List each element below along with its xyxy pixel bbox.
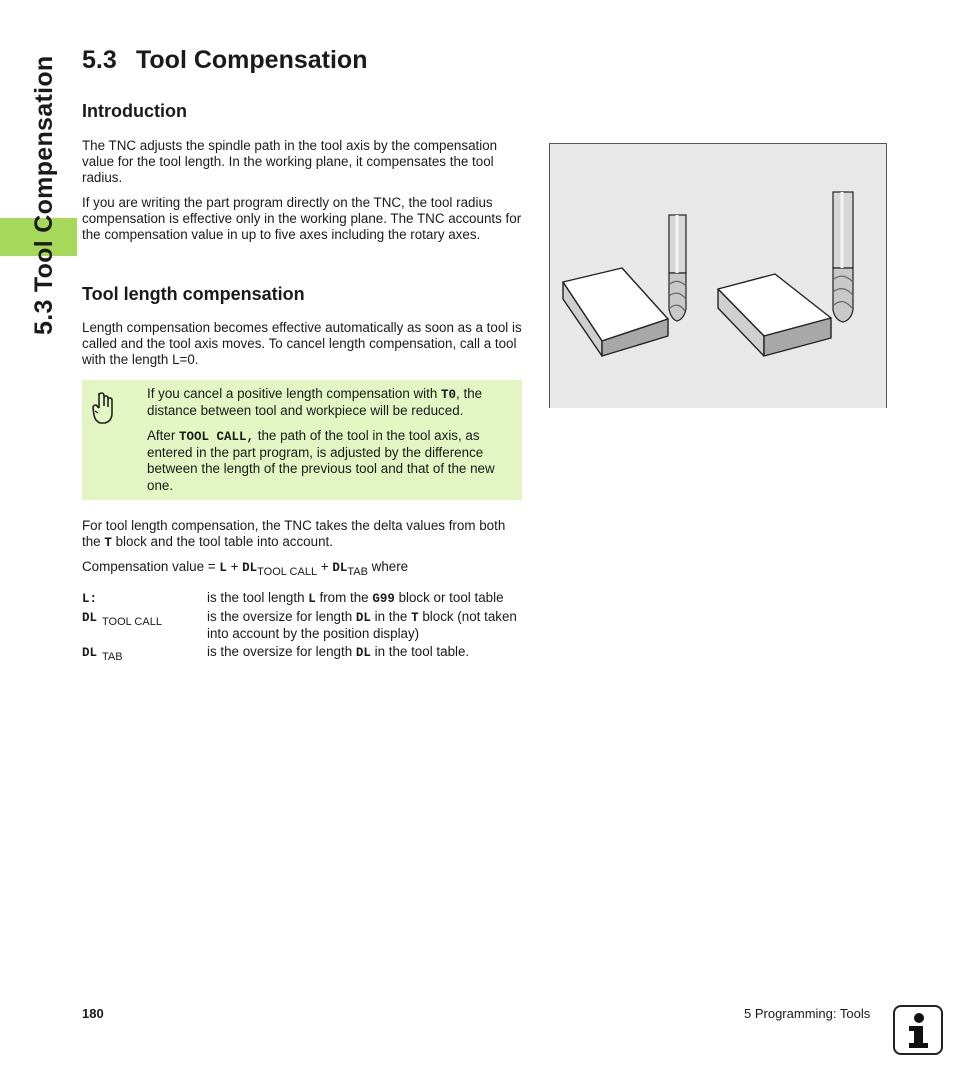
left-milling-tool <box>669 215 686 321</box>
page-title <box>82 46 367 75</box>
note-box <box>82 380 522 500</box>
note-paragraph-1: If you cancel a positive length compensation with T0, the distance between tool and workpiece will be reduced. <box>147 386 483 419</box>
side-tab-label: 5.3 Tool Compensation <box>30 55 58 335</box>
pointing-hand-icon <box>91 391 115 425</box>
section-number: 5.3 <box>82 46 117 74</box>
introduction-paragraph-1: The TNC adjusts the spindle path in the tool axis by the compensation value for the tool length. In the working plane, it compensates the tool radius. <box>82 138 498 186</box>
definition-term: DL $_{TOOL CALL}$ <box>82 611 162 628</box>
note-paragraph-2: After TOOL CALL, the path of the tool in the tool axis, as entered in the part program, is adjusted by the difference between the length of the previous tool and that of the new one. <box>147 428 495 493</box>
definition-term: DL $_{TAB}$ <box>82 646 123 663</box>
delta-values-paragraph: For tool length compensation, the TNC takes the delta values from both the T block and the tool table into account. <box>82 518 506 551</box>
page-number: 180 <box>82 1006 104 1021</box>
tool-length-paragraph: Length compensation becomes effective automatically as soon as a tool is called and the tool axis moves. To cancel length compensation, call a tool with the length L=0. <box>82 320 522 368</box>
tool-compensation-illustration <box>549 143 887 408</box>
definition-description: is the oversize for length DL in the T block (not taken into account by the position display) <box>207 609 517 642</box>
definition-description: is the tool length L from the G99 block or tool table <box>207 590 504 606</box>
section-title: Tool Compensation <box>136 46 368 74</box>
side-tab <box>0 0 80 1091</box>
left-workpiece-block <box>563 268 668 356</box>
tool-length-heading: Tool length compensation <box>82 284 305 304</box>
definition-term: L: <box>82 592 98 606</box>
definition-description: is the oversize for length DL in the tool table. <box>207 644 470 660</box>
introduction-paragraph-2: If you are writing the part program directly on the TNC, the tool radius compensation is effective only in the working plane. The TNC accounts for the compensation value in up to five axes including the rotary axes. <box>82 195 522 243</box>
chapter-footer: 5 Programming: Tools <box>744 1006 871 1021</box>
introduction-heading: Introduction <box>82 101 187 121</box>
compensation-formula: Compensation value = $L + DL_{TOOL CALL} + DL_{TAB}$ where <box>82 559 409 578</box>
info-icon[interactable] <box>893 1005 943 1055</box>
right-milling-tool <box>833 192 853 322</box>
right-workpiece-block <box>718 274 831 356</box>
